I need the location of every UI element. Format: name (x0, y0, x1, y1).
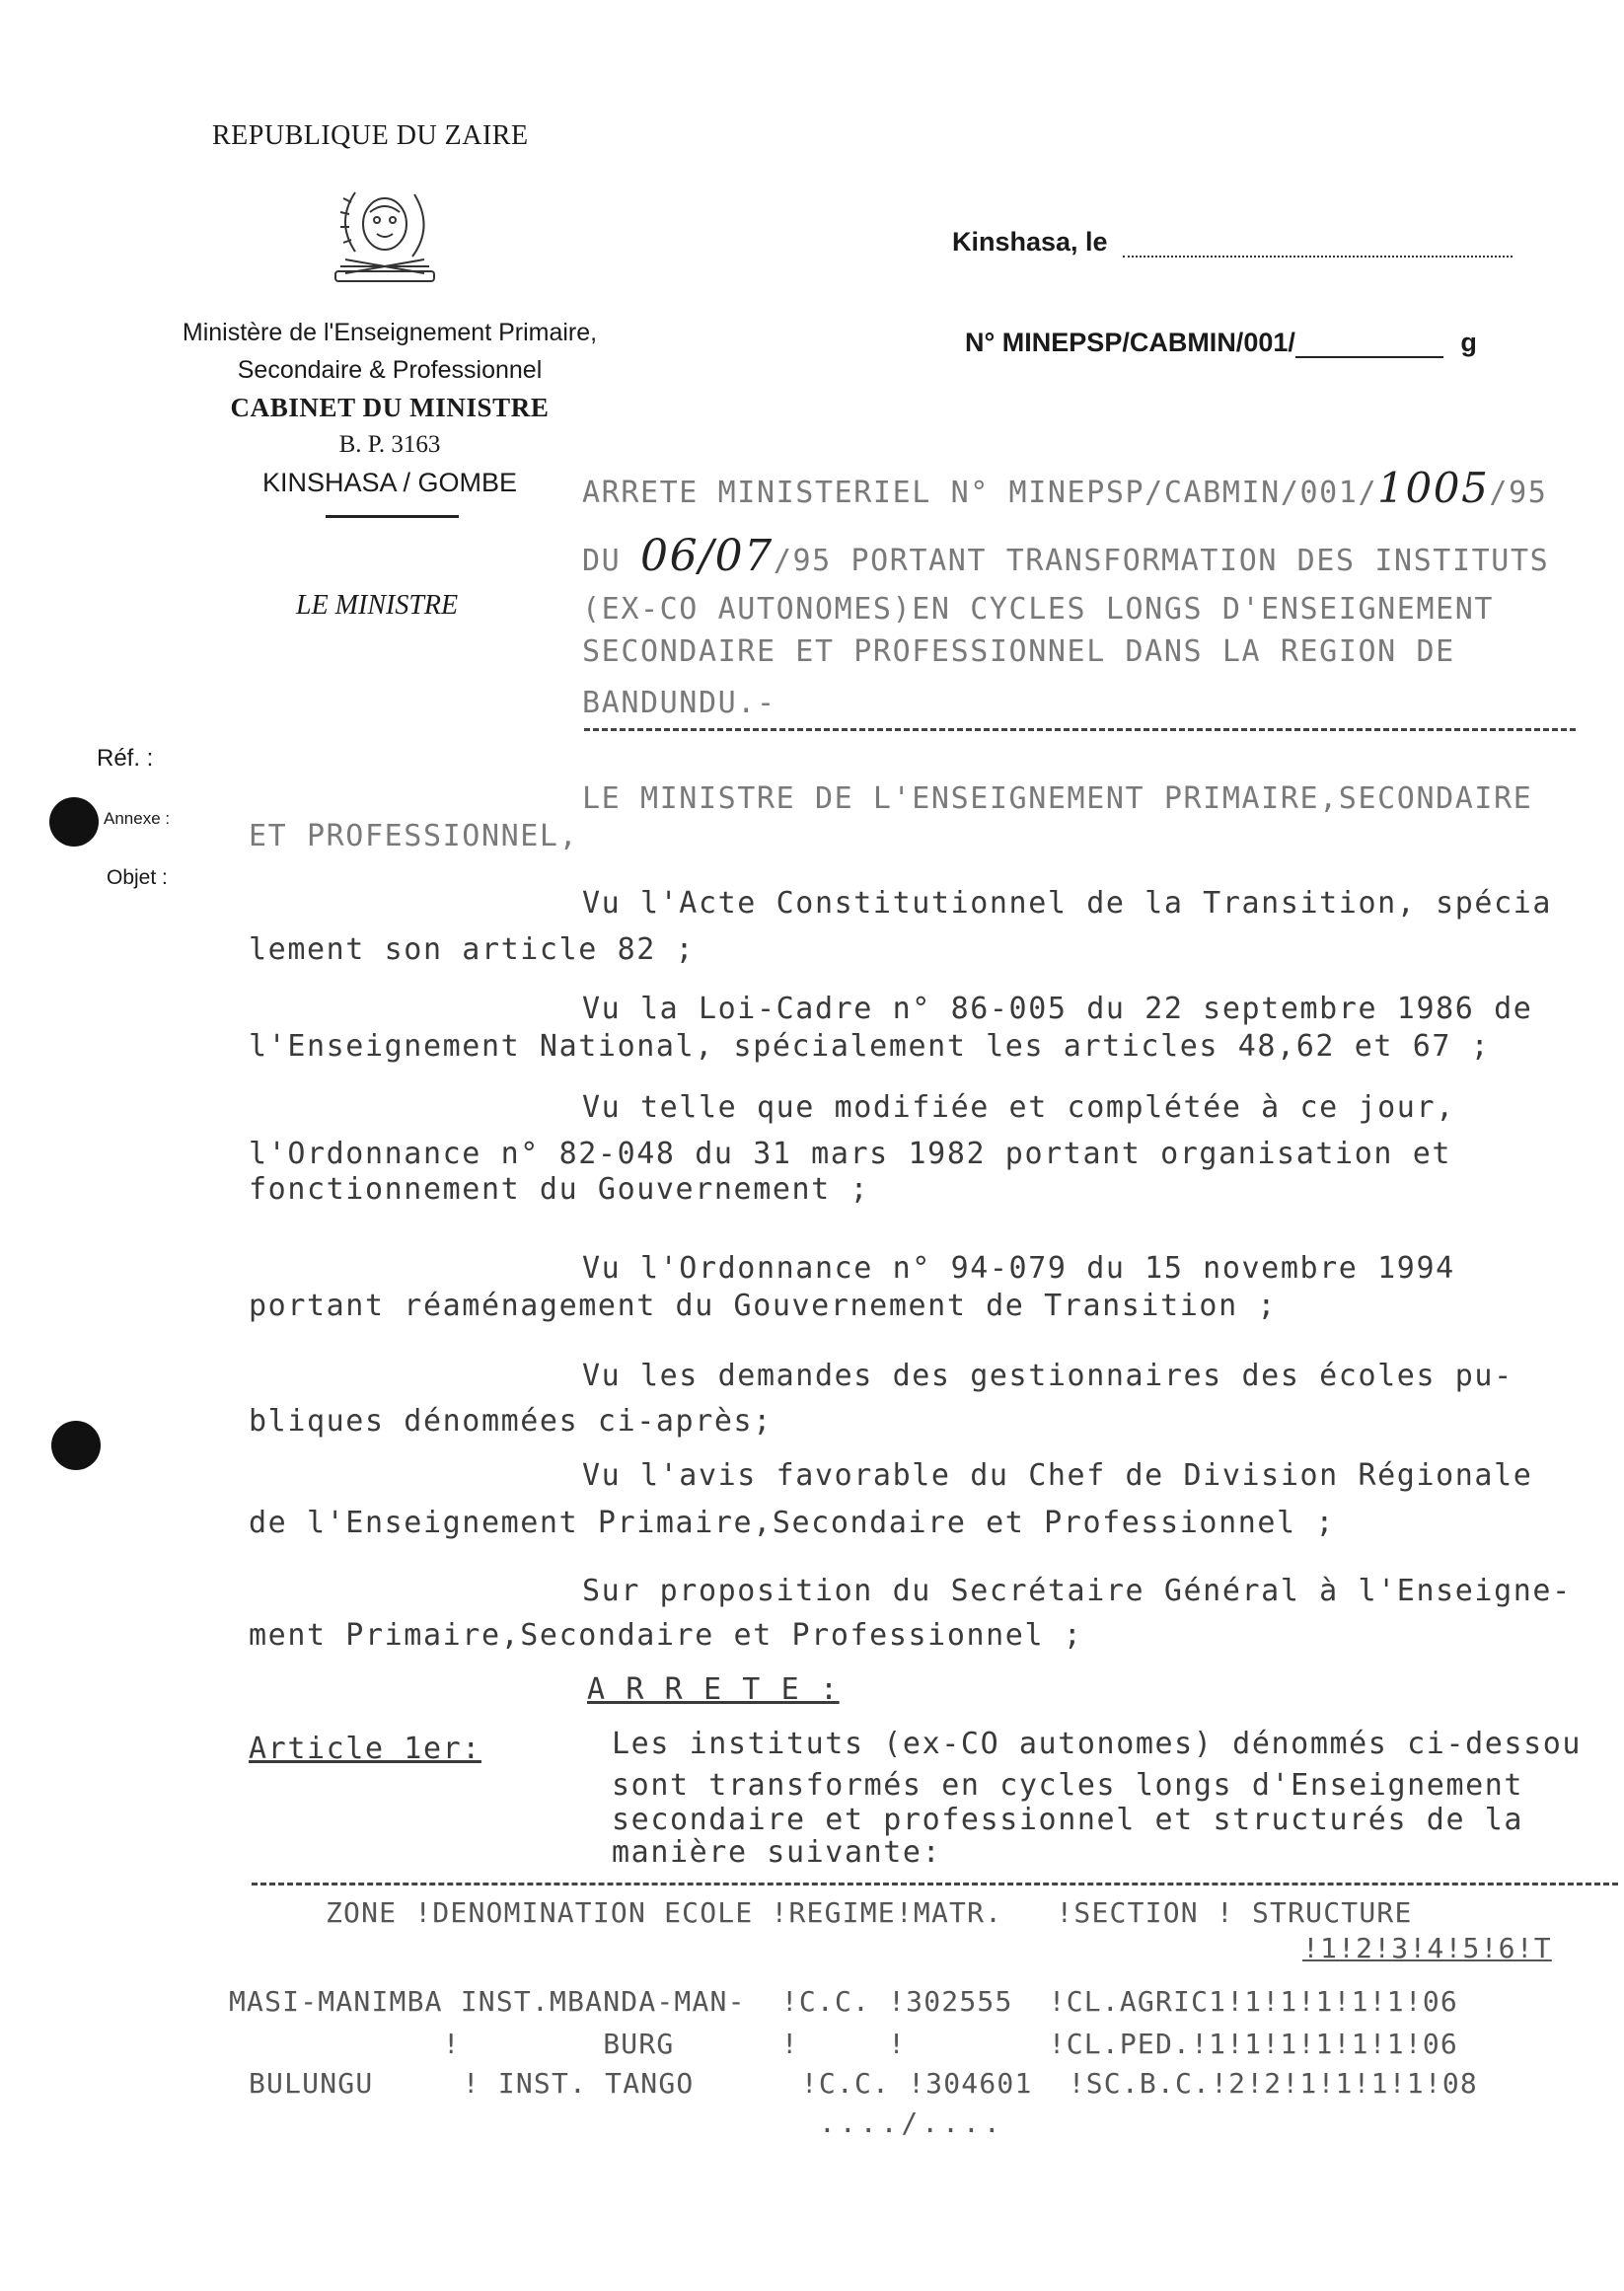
article-1-line1: Les instituts (ex-CO autonomes) dénommés ci-dessou (612, 1727, 1583, 1761)
intro-line1: LE MINISTRE DE L'ENSEIGNEMENT PRIMAIRE,SECONDAIRE (582, 781, 1533, 816)
article-1-line3: secondaire et professionnel et structurés de la (612, 1803, 1524, 1837)
punch-hole-mark (49, 797, 99, 847)
table-row: ! BURG ! ! !CL.PED.!1!1!1!1!1!1!06 (229, 2028, 1458, 2060)
cabinet-title: CABINET DU MINISTRE (230, 393, 550, 422)
para4-line1: Vu l'Ordonnance n° 94-079 du 15 novembre 1994 (582, 1251, 1455, 1286)
decree-number-handwritten: 1005 (1377, 464, 1490, 512)
ref-label: Réf. : (97, 745, 154, 772)
arrete-heading: A R R E T E : (587, 1672, 840, 1707)
decree-title-line3: (EX-CO AUTONOMES)EN CYCLES LONGS D'ENSEIGNEMENT (582, 592, 1495, 627)
decree-title-line1: ARRETE MINISTERIEL N° MINEPSP/CABMIN/001/1005/95 (582, 464, 1548, 512)
table-header: ZONE !DENOMINATION ECOLE !REGIME!MATR. !SECTION ! STRUCTURE (326, 1896, 1413, 1929)
coat-of-arms-emblem (316, 173, 454, 286)
table-top-rule (252, 1883, 1618, 1885)
city-label: KINSHASA / GOMBE (261, 468, 518, 497)
para2-line1: Vu la Loi-Cadre n° 86-005 du 22 septembre 1986 de (582, 992, 1533, 1026)
ministry-line1: Ministère de l'Enseignement Primaire, (182, 319, 598, 346)
decree-title-line2: DU 06/07/95 PORTANT TRANSFORMATION DES INSTITUTS (582, 531, 1550, 581)
decree-title-line5: BANDUNDU.- (582, 686, 776, 720)
punch-hole-mark (51, 1421, 101, 1470)
article-1-label: Article 1er: (249, 1732, 481, 1766)
date-dotline (1123, 234, 1513, 258)
para3-line3: fonctionnement du Gouvernement ; (249, 1172, 870, 1207)
decree-date-handwritten: 06/07 (640, 531, 774, 581)
ref-number-field (965, 328, 1477, 358)
header-divider (326, 515, 459, 518)
para4-line2: portant réaménagement du Gouvernement de Transition ; (249, 1289, 1278, 1323)
para5-line1: Vu les demandes des gestionnaires des écoles pu- (582, 1359, 1513, 1393)
para6-line2: de l'Enseignement Primaire,Secondaire et Professionnel ; (249, 1506, 1336, 1540)
ref-number-line (1295, 334, 1443, 358)
para3-line2: l'Ordonnance n° 82-048 du 31 mars 1982 portant organisation et (249, 1137, 1452, 1171)
ministry-line2: Secondaire & Professionnel (237, 356, 543, 384)
para1-line1: Vu l'Acte Constitutionnel de la Transition, spécia (582, 886, 1553, 921)
para3-line1: Vu telle que modifiée et complétée à ce jour, (582, 1090, 1455, 1125)
republic-title: REPUBLIQUE DU ZAIRE (212, 120, 529, 151)
para2-line2: l'Enseignement National, spécialement les articles 48,62 et 67 ; (249, 1029, 1491, 1064)
page-continuation: ..../.... (819, 2106, 1004, 2139)
le-ministre-label: LE MINISTRE (296, 590, 459, 621)
kinshasa-label: Kinshasa, le (952, 227, 1108, 257)
objet-label: Objet : (107, 866, 168, 889)
article-1-line4: manière suivante: (612, 1835, 942, 1870)
date-field (952, 227, 1513, 258)
ref-number-label: N° MINEPSP/CABMIN/001/ (965, 328, 1295, 357)
postal-box: B. P. 3163 (338, 431, 441, 458)
annexe-label: Annexe : (104, 809, 171, 828)
title-dashed-rule (584, 728, 1576, 731)
decree-title-line4: SECONDAIRE ET PROFESSIONNEL DANS LA REGION DE (582, 634, 1455, 669)
intro-line2: ET PROFESSIONNEL, (249, 819, 579, 853)
para1-line2: lement son article 82 ; (249, 932, 696, 967)
table-subheader: !1!2!3!4!5!6!T (1302, 1932, 1552, 1964)
article-1-line2: sont transformés en cycles longs d'Enseignement (612, 1768, 1524, 1803)
table-row: MASI-MANIMBA INST.MBANDA-MAN- !C.C. !302555 !CL.AGRIC1!1!1!1!1!1!06 (229, 1985, 1458, 2018)
table-row: BULUNGU ! INST. TANGO !C.C. !304601 !SC.B.C.!2!2!1!1!1!1!08 (249, 2067, 1478, 2100)
para7-line1: Sur proposition du Secrétaire Général à l'Enseigne- (582, 1574, 1572, 1608)
para5-line2: bliques dénommées ci-après; (249, 1404, 773, 1439)
para6-line1: Vu l'avis favorable du Chef de Division Régionale (582, 1458, 1533, 1493)
para7-line2: ment Primaire,Secondaire et Professionnel ; (249, 1618, 1083, 1653)
ref-number-suffix: g (1460, 328, 1477, 357)
